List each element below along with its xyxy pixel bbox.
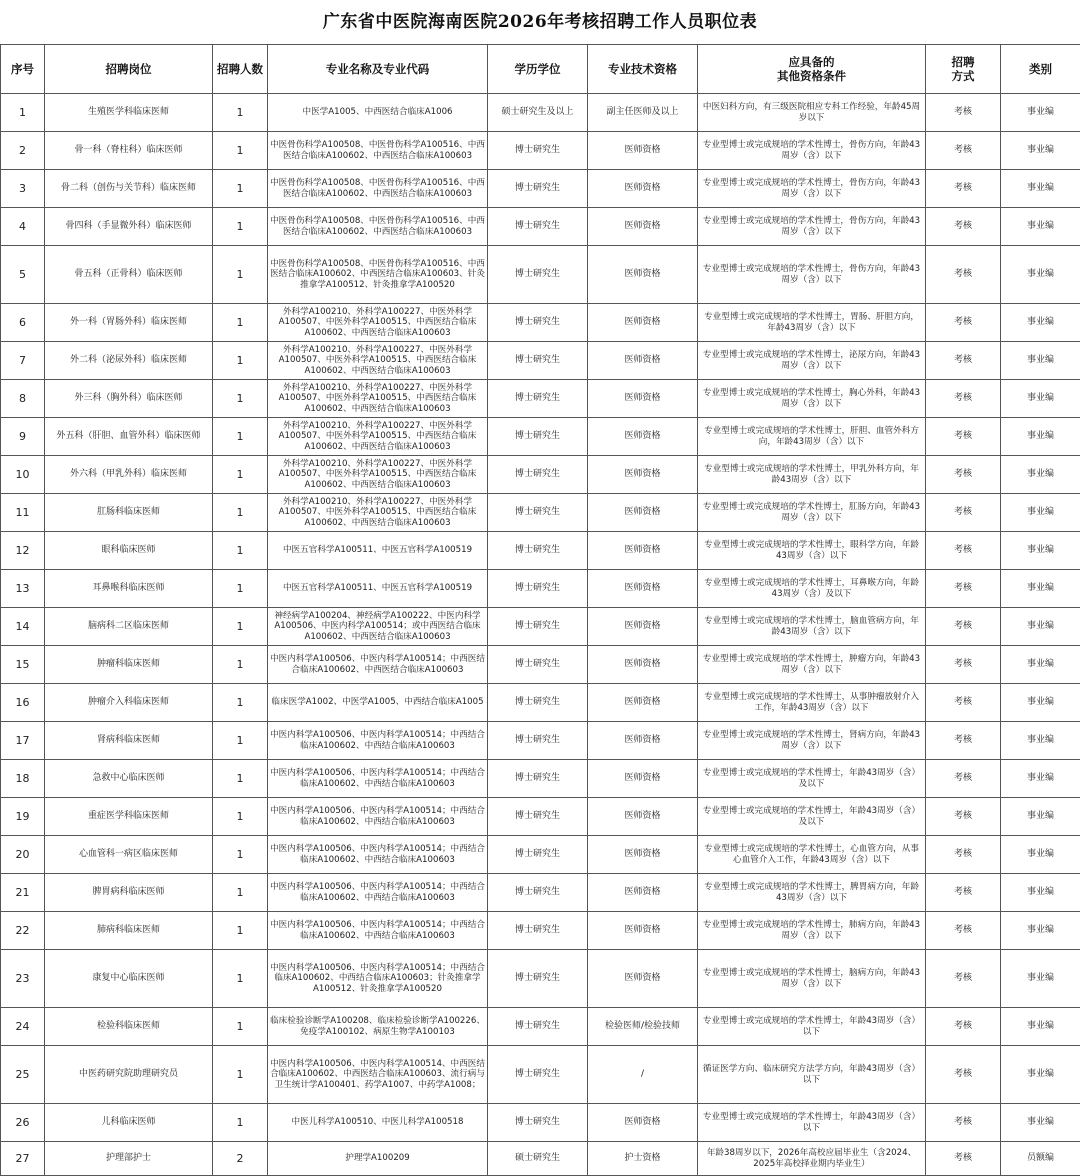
cell-major: 护理学A100209	[268, 1142, 488, 1176]
cell-position: 肾病科临床医师	[45, 722, 213, 760]
cell-conditions: 专业型博士或完成规培的学术性博士，胃肠、肝胆方向，年龄43周岁（含）以下	[698, 304, 926, 342]
cell-method: 考核	[926, 208, 1001, 246]
header-degree: 学历学位	[488, 45, 588, 94]
cell-position: 护理部护士	[45, 1142, 213, 1176]
cell-count: 1	[213, 646, 268, 684]
table-row	[1, 570, 1080, 608]
cell-position: 肺病科临床医师	[45, 912, 213, 950]
cell-conditions: 专业型博士或完成规培的学术性博士，年龄43周岁（含）及以下	[698, 760, 926, 798]
cell-position: 心血管科一病区临床医师	[45, 836, 213, 874]
cell-degree: 博士研究生	[488, 570, 588, 608]
cell-category: 事业编	[1001, 1046, 1080, 1104]
table-row	[1, 342, 1080, 380]
table-row	[1, 456, 1080, 494]
cell-conditions: 年龄38周岁以下，2026年高校应届毕业生（含2024、2025年高校择业期内毕业生）	[698, 1142, 926, 1176]
cell-seq: 23	[1, 950, 45, 1008]
cell-seq: 12	[1, 532, 45, 570]
cell-position: 肿瘤科临床医师	[45, 646, 213, 684]
cell-position: 眼科临床医师	[45, 532, 213, 570]
cell-seq: 11	[1, 494, 45, 532]
cell-position: 外一科（胃肠外科）临床医师	[45, 304, 213, 342]
cell-qualification: 医师资格	[588, 380, 698, 418]
cell-seq: 17	[1, 722, 45, 760]
cell-count: 1	[213, 684, 268, 722]
cell-major: 中医内科学A100506、中医内科学A100514；中西结合临床A100602、中西结合临床A100603	[268, 760, 488, 798]
cell-count: 1	[213, 836, 268, 874]
cell-degree: 博士研究生	[488, 532, 588, 570]
cell-category: 事业编	[1001, 684, 1080, 722]
cell-conditions: 专业型博士或完成规培的学术性博士，肝胆、血管外科方向，年龄43周岁（含）以下	[698, 418, 926, 456]
table-row	[1, 532, 1080, 570]
cell-major: 临床医学A1002、中医学A1005、中西结合临床A1005	[268, 684, 488, 722]
cell-category: 事业编	[1001, 342, 1080, 380]
cell-position: 康复中心临床医师	[45, 950, 213, 1008]
cell-category: 事业编	[1001, 798, 1080, 836]
cell-degree: 博士研究生	[488, 760, 588, 798]
cell-count: 1	[213, 304, 268, 342]
cell-qualification: 医师资格	[588, 208, 698, 246]
cell-conditions: 专业型博士或完成规培的学术性博士，骨伤方向，年龄43周岁（含）以下	[698, 208, 926, 246]
cell-degree: 博士研究生	[488, 1046, 588, 1104]
cell-category: 事业编	[1001, 170, 1080, 208]
cell-method: 考核	[926, 380, 1001, 418]
cell-count: 1	[213, 798, 268, 836]
cell-category: 事业编	[1001, 532, 1080, 570]
cell-qualification: 医师资格	[588, 874, 698, 912]
cell-method: 考核	[926, 1008, 1001, 1046]
cell-seq: 24	[1, 1008, 45, 1046]
cell-major: 外科学A100210、外科学A100227、中医外科学A100507、中医外科学A100515、中西医结合临床A100602、中西医结合临床A100603	[268, 304, 488, 342]
header-seq: 序号	[1, 45, 45, 94]
cell-method: 考核	[926, 170, 1001, 208]
cell-major: 中医内科学A100506、中医内科学A100514；中西结合临床A100602、中西结合临床A100603；针灸推拿学A100512、针灸推拿学A100520	[268, 950, 488, 1008]
cell-count: 1	[213, 456, 268, 494]
cell-category: 事业编	[1001, 912, 1080, 950]
cell-major: 外科学A100210、外科学A100227、中医外科学A100507、中医外科学A100515、中西医结合临床A100602、中西医结合临床A100603	[268, 380, 488, 418]
cell-count: 1	[213, 208, 268, 246]
cell-position: 骨五科（正骨科）临床医师	[45, 246, 213, 304]
cell-conditions: 专业型博士或完成规培的学术性博士，年龄43周岁（含）及以下	[698, 798, 926, 836]
cell-qualification: 医师资格	[588, 246, 698, 304]
cell-conditions: 专业型博士或完成规培的学术性博士，耳鼻喉方向，年龄43周岁（含）及以下	[698, 570, 926, 608]
cell-conditions: 专业型博士或完成规培的学术性博士，胸心外科，年龄43周岁（含）以下	[698, 380, 926, 418]
cell-qualification: 医师资格	[588, 684, 698, 722]
cell-conditions: 专业型博士或完成规培的学术性博士，骨伤方向，年龄43周岁（含）以下	[698, 246, 926, 304]
cell-count: 1	[213, 380, 268, 418]
cell-seq: 19	[1, 798, 45, 836]
cell-category: 事业编	[1001, 874, 1080, 912]
cell-position: 耳鼻喉科临床医师	[45, 570, 213, 608]
cell-qualification: 医师资格	[588, 342, 698, 380]
cell-category: 事业编	[1001, 1104, 1080, 1142]
cell-seq: 16	[1, 684, 45, 722]
table-row	[1, 836, 1080, 874]
cell-method: 考核	[926, 874, 1001, 912]
cell-major: 中医五官科学A100511、中医五官科学A100519	[268, 570, 488, 608]
cell-category: 事业编	[1001, 132, 1080, 170]
positions-table	[0, 44, 1080, 1176]
cell-qualification: 医师资格	[588, 950, 698, 1008]
cell-count: 1	[213, 170, 268, 208]
cell-category: 事业编	[1001, 94, 1080, 132]
cell-qualification: 医师资格	[588, 1104, 698, 1142]
cell-count: 1	[213, 912, 268, 950]
cell-conditions: 专业型博士或完成规培的学术性博士，肛肠方向，年龄43周岁（含）以下	[698, 494, 926, 532]
cell-major: 中医五官科学A100511、中医五官科学A100519	[268, 532, 488, 570]
cell-major: 中医内科学A100506、中医内科学A100514；中西结合临床A100602、中西结合临床A100603	[268, 722, 488, 760]
cell-qualification: 医师资格	[588, 570, 698, 608]
cell-position: 骨四科（手显微外科）临床医师	[45, 208, 213, 246]
cell-position: 肿瘤介入科临床医师	[45, 684, 213, 722]
cell-seq: 3	[1, 170, 45, 208]
cell-qualification: 医师资格	[588, 722, 698, 760]
cell-position: 急救中心临床医师	[45, 760, 213, 798]
cell-degree: 博士研究生	[488, 608, 588, 646]
cell-degree: 博士研究生	[488, 912, 588, 950]
cell-category: 事业编	[1001, 456, 1080, 494]
cell-category: 事业编	[1001, 494, 1080, 532]
cell-position: 骨一科（脊柱科）临床医师	[45, 132, 213, 170]
cell-qualification: 医师资格	[588, 132, 698, 170]
cell-qualification: 医师资格	[588, 608, 698, 646]
cell-method: 考核	[926, 722, 1001, 760]
cell-method: 考核	[926, 1142, 1001, 1176]
cell-position: 肛肠科临床医师	[45, 494, 213, 532]
page-title: 广东省中医院海南医院2026年考核招聘工作人员职位表	[0, 0, 1080, 44]
cell-conditions: 专业型博士或完成规培的学术性博士，脾胃病方向，年龄43周岁（含）以下	[698, 874, 926, 912]
cell-degree: 博士研究生	[488, 342, 588, 380]
cell-category: 事业编	[1001, 418, 1080, 456]
table-row	[1, 94, 1080, 132]
cell-seq: 6	[1, 304, 45, 342]
header-category: 类别	[1001, 45, 1080, 94]
cell-seq: 13	[1, 570, 45, 608]
cell-seq: 1	[1, 94, 45, 132]
cell-qualification: 检验医师/检验技师	[588, 1008, 698, 1046]
cell-method: 考核	[926, 1104, 1001, 1142]
cell-qualification: 医师资格	[588, 494, 698, 532]
cell-category: 事业编	[1001, 570, 1080, 608]
cell-category: 事业编	[1001, 1008, 1080, 1046]
cell-method: 考核	[926, 570, 1001, 608]
cell-degree: 博士研究生	[488, 208, 588, 246]
table-row	[1, 208, 1080, 246]
cell-degree: 博士研究生	[488, 170, 588, 208]
cell-seq: 26	[1, 1104, 45, 1142]
cell-seq: 5	[1, 246, 45, 304]
cell-position: 儿科临床医师	[45, 1104, 213, 1142]
cell-major: 中医骨伤科学A100508、中医骨伤科学A100516、中西医结合临床A100602、中西医结合临床A100603	[268, 132, 488, 170]
table-row	[1, 1046, 1080, 1104]
cell-major: 中医内科学A100506、中医内科学A100514；中西结合临床A100602、中西结合临床A100603	[268, 798, 488, 836]
cell-conditions: 专业型博士或完成规培的学术性博士，骨伤方向，年龄43周岁（含）以下	[698, 170, 926, 208]
cell-conditions: 循证医学方向、临床研究方法学方向，年龄43周岁（含）以下	[698, 1046, 926, 1104]
cell-seq: 25	[1, 1046, 45, 1104]
cell-method: 考核	[926, 456, 1001, 494]
table-row	[1, 912, 1080, 950]
cell-major: 中医骨伤科学A100508、中医骨伤科学A100516、中西医结合临床A100602、中西医结合临床A100603	[268, 208, 488, 246]
table-row	[1, 418, 1080, 456]
cell-method: 考核	[926, 342, 1001, 380]
cell-position: 脾胃病科临床医师	[45, 874, 213, 912]
cell-degree: 博士研究生	[488, 646, 588, 684]
cell-qualification: 医师资格	[588, 912, 698, 950]
cell-major: 中医内科学A100506、中医内科学A100514、中西医结合临床A100602、中西医结合临床A100603、流行病与卫生统计学A100401、药学A1007、中药学A1008；	[268, 1046, 488, 1104]
cell-qualification: 副主任医师及以上	[588, 94, 698, 132]
cell-seq: 20	[1, 836, 45, 874]
cell-degree: 博士研究生	[488, 418, 588, 456]
cell-count: 1	[213, 570, 268, 608]
cell-major: 中医骨伤科学A100508、中医骨伤科学A100516、中西医结合临床A100602、中西医结合临床A100603、针灸推拿学A100512、针灸推拿学A100520	[268, 246, 488, 304]
cell-method: 考核	[926, 132, 1001, 170]
table-row	[1, 304, 1080, 342]
cell-seq: 9	[1, 418, 45, 456]
cell-major: 外科学A100210、外科学A100227、中医外科学A100507、中医外科学A100515、中西医结合临床A100602、中西医结合临床A100603	[268, 494, 488, 532]
cell-count: 1	[213, 1104, 268, 1142]
cell-position: 检验科临床医师	[45, 1008, 213, 1046]
table-header-row	[1, 45, 1080, 94]
cell-degree: 博士研究生	[488, 380, 588, 418]
cell-position: 外六科（甲乳外科）临床医师	[45, 456, 213, 494]
cell-category: 事业编	[1001, 246, 1080, 304]
cell-position: 生殖医学科临床医师	[45, 94, 213, 132]
cell-qualification: 医师资格	[588, 798, 698, 836]
table-row	[1, 684, 1080, 722]
cell-category: 事业编	[1001, 608, 1080, 646]
cell-degree: 博士研究生	[488, 874, 588, 912]
cell-seq: 15	[1, 646, 45, 684]
cell-category: 事业编	[1001, 722, 1080, 760]
cell-count: 1	[213, 874, 268, 912]
cell-degree: 博士研究生	[488, 132, 588, 170]
table-row	[1, 722, 1080, 760]
cell-conditions: 专业型博士或完成规培的学术性博士，甲乳外科方向，年龄43周岁（含）以下	[698, 456, 926, 494]
table-row	[1, 950, 1080, 1008]
cell-qualification: 医师资格	[588, 304, 698, 342]
cell-method: 考核	[926, 950, 1001, 1008]
cell-degree: 博士研究生	[488, 1008, 588, 1046]
table-row	[1, 798, 1080, 836]
cell-degree: 博士研究生	[488, 684, 588, 722]
cell-count: 1	[213, 94, 268, 132]
cell-position: 外二科（泌尿外科）临床医师	[45, 342, 213, 380]
header-qualification: 专业技术资格	[588, 45, 698, 94]
cell-conditions: 中医妇科方向，有三级医院相应专科工作经验，年龄45周岁以下	[698, 94, 926, 132]
table-row	[1, 246, 1080, 304]
cell-category: 事业编	[1001, 646, 1080, 684]
cell-count: 1	[213, 950, 268, 1008]
cell-major: 临床检验诊断学A100208、临床检验诊断学A100226、免疫学A100102、病原生物学A100103	[268, 1008, 488, 1046]
cell-degree: 硕士研究生及以上	[488, 94, 588, 132]
cell-method: 考核	[926, 246, 1001, 304]
cell-position: 中医药研究院助理研究员	[45, 1046, 213, 1104]
cell-degree: 博士研究生	[488, 722, 588, 760]
cell-method: 考核	[926, 608, 1001, 646]
cell-major: 中医内科学A100506、中医内科学A100514；中西医结合临床A100602、中西医结合临床A100603	[268, 646, 488, 684]
table-row	[1, 760, 1080, 798]
cell-count: 1	[213, 760, 268, 798]
cell-method: 考核	[926, 1046, 1001, 1104]
cell-count: 1	[213, 132, 268, 170]
cell-major: 中医骨伤科学A100508、中医骨伤科学A100516、中西医结合临床A100602、中西医结合临床A100603	[268, 170, 488, 208]
cell-seq: 8	[1, 380, 45, 418]
table-row	[1, 874, 1080, 912]
cell-method: 考核	[926, 532, 1001, 570]
cell-position: 外三科（胸外科）临床医师	[45, 380, 213, 418]
cell-major: 外科学A100210、外科学A100227、中医外科学A100507、中医外科学A100515、中西医结合临床A100602、中西医结合临床A100603	[268, 418, 488, 456]
cell-position: 骨二科（创伤与关节科）临床医师	[45, 170, 213, 208]
cell-category: 员额编	[1001, 1142, 1080, 1176]
cell-method: 考核	[926, 94, 1001, 132]
cell-degree: 博士研究生	[488, 798, 588, 836]
cell-method: 考核	[926, 760, 1001, 798]
cell-count: 1	[213, 532, 268, 570]
cell-major: 中医学A1005、中西医结合临床A1006	[268, 94, 488, 132]
cell-conditions: 专业型博士或完成规培的学术性博士，眼科学方向，年龄43周岁（含）以下	[698, 532, 926, 570]
cell-conditions: 专业型博士或完成规培的学术性博士，肺病方向，年龄43周岁（含）以下	[698, 912, 926, 950]
table-row	[1, 646, 1080, 684]
cell-degree: 硕士研究生	[488, 1142, 588, 1176]
table-row	[1, 380, 1080, 418]
cell-major: 中医内科学A100506、中医内科学A100514；中西结合临床A100602、中西结合临床A100603	[268, 912, 488, 950]
cell-degree: 博士研究生	[488, 304, 588, 342]
cell-conditions: 专业型博士或完成规培的学术性博士，骨伤方向，年龄43周岁（含）以下	[698, 132, 926, 170]
table-row	[1, 608, 1080, 646]
table-body	[1, 94, 1080, 1176]
cell-qualification: 护士资格	[588, 1142, 698, 1176]
cell-conditions: 专业型博士或完成规培的学术性博士，脑病方向，年龄43周岁（含）以下	[698, 950, 926, 1008]
cell-qualification: 医师资格	[588, 170, 698, 208]
cell-count: 1	[213, 608, 268, 646]
table-row	[1, 1142, 1080, 1176]
cell-qualification: 医师资格	[588, 456, 698, 494]
cell-method: 考核	[926, 684, 1001, 722]
cell-qualification: 医师资格	[588, 836, 698, 874]
cell-count: 1	[213, 1046, 268, 1104]
cell-method: 考核	[926, 304, 1001, 342]
cell-conditions: 专业型博士或完成规培的学术性博士，脑血管病方向，年龄43周岁（含）以下	[698, 608, 926, 646]
cell-count: 2	[213, 1142, 268, 1176]
cell-major: 中医内科学A100506、中医内科学A100514；中西结合临床A100602、中西结合临床A100603	[268, 836, 488, 874]
cell-method: 考核	[926, 494, 1001, 532]
table-row	[1, 494, 1080, 532]
cell-method: 考核	[926, 646, 1001, 684]
cell-method: 考核	[926, 836, 1001, 874]
cell-major: 外科学A100210、外科学A100227、中医外科学A100507、中医外科学A100515、中西医结合临床A100602、中西医结合临床A100603	[268, 456, 488, 494]
table-row	[1, 1008, 1080, 1046]
cell-degree: 博士研究生	[488, 246, 588, 304]
cell-seq: 14	[1, 608, 45, 646]
cell-conditions: 专业型博士或完成规培的学术性博士，肾病方向，年龄43周岁（含）以下	[698, 722, 926, 760]
cell-category: 事业编	[1001, 836, 1080, 874]
cell-conditions: 专业型博士或完成规培的学术性博士，从事肿瘤放射介入工作，年龄43周岁（含）以下	[698, 684, 926, 722]
cell-seq: 2	[1, 132, 45, 170]
cell-seq: 7	[1, 342, 45, 380]
cell-count: 1	[213, 1008, 268, 1046]
cell-seq: 27	[1, 1142, 45, 1176]
cell-degree: 博士研究生	[488, 950, 588, 1008]
cell-conditions: 专业型博士或完成规培的学术性博士，年龄43周岁（含）以下	[698, 1008, 926, 1046]
table-row	[1, 170, 1080, 208]
header-method: 招聘 方式	[926, 45, 1001, 94]
cell-degree: 博士研究生	[488, 456, 588, 494]
header-major: 专业名称及专业代码	[268, 45, 488, 94]
cell-position: 外五科（肝胆、血管外科）临床医师	[45, 418, 213, 456]
cell-category: 事业编	[1001, 950, 1080, 1008]
cell-category: 事业编	[1001, 760, 1080, 798]
cell-method: 考核	[926, 912, 1001, 950]
cell-conditions: 专业型博士或完成规培的学术性博士，年龄43周岁（含）以下	[698, 1104, 926, 1142]
cell-qualification: 医师资格	[588, 418, 698, 456]
cell-seq: 18	[1, 760, 45, 798]
cell-method: 考核	[926, 418, 1001, 456]
cell-qualification: 医师资格	[588, 532, 698, 570]
cell-seq: 21	[1, 874, 45, 912]
cell-count: 1	[213, 494, 268, 532]
cell-degree: 博士研究生	[488, 836, 588, 874]
cell-method: 考核	[926, 798, 1001, 836]
table-row	[1, 1104, 1080, 1142]
cell-degree: 博士研究生	[488, 1104, 588, 1142]
cell-count: 1	[213, 722, 268, 760]
cell-category: 事业编	[1001, 208, 1080, 246]
cell-major: 中医儿科学A100510、中医儿科学A100518	[268, 1104, 488, 1142]
cell-seq: 22	[1, 912, 45, 950]
cell-category: 事业编	[1001, 380, 1080, 418]
header-count: 招聘人数	[213, 45, 268, 94]
cell-qualification: 医师资格	[588, 760, 698, 798]
cell-qualification: 医师资格	[588, 646, 698, 684]
cell-count: 1	[213, 246, 268, 304]
cell-major: 中医内科学A100506、中医内科学A100514；中西结合临床A100602、中西结合临床A100603	[268, 874, 488, 912]
cell-conditions: 专业型博士或完成规培的学术性博士，泌尿方向，年龄43周岁（含）以下	[698, 342, 926, 380]
header-conditions: 应具备的 其他资格条件	[698, 45, 926, 94]
cell-count: 1	[213, 342, 268, 380]
table-row	[1, 132, 1080, 170]
cell-qualification: /	[588, 1046, 698, 1104]
cell-conditions: 专业型博士或完成规培的学术性博士，心血管方向，从事心血管介入工作，年龄43周岁（含）以下	[698, 836, 926, 874]
cell-count: 1	[213, 418, 268, 456]
cell-conditions: 专业型博士或完成规培的学术性博士，肿瘤方向，年龄43周岁（含）以下	[698, 646, 926, 684]
cell-major: 神经病学A100204、神经病学A100222、中医内科学A100506、中医内科学A100514；或中西医结合临床A100602、中西医结合临床A100603	[268, 608, 488, 646]
cell-seq: 4	[1, 208, 45, 246]
cell-seq: 10	[1, 456, 45, 494]
cell-major: 外科学A100210、外科学A100227、中医外科学A100507、中医外科学A100515、中西医结合临床A100602、中西医结合临床A100603	[268, 342, 488, 380]
cell-degree: 博士研究生	[488, 494, 588, 532]
cell-category: 事业编	[1001, 304, 1080, 342]
header-position: 招聘岗位	[45, 45, 213, 94]
cell-position: 脑病科二区临床医师	[45, 608, 213, 646]
cell-position: 重症医学科临床医师	[45, 798, 213, 836]
